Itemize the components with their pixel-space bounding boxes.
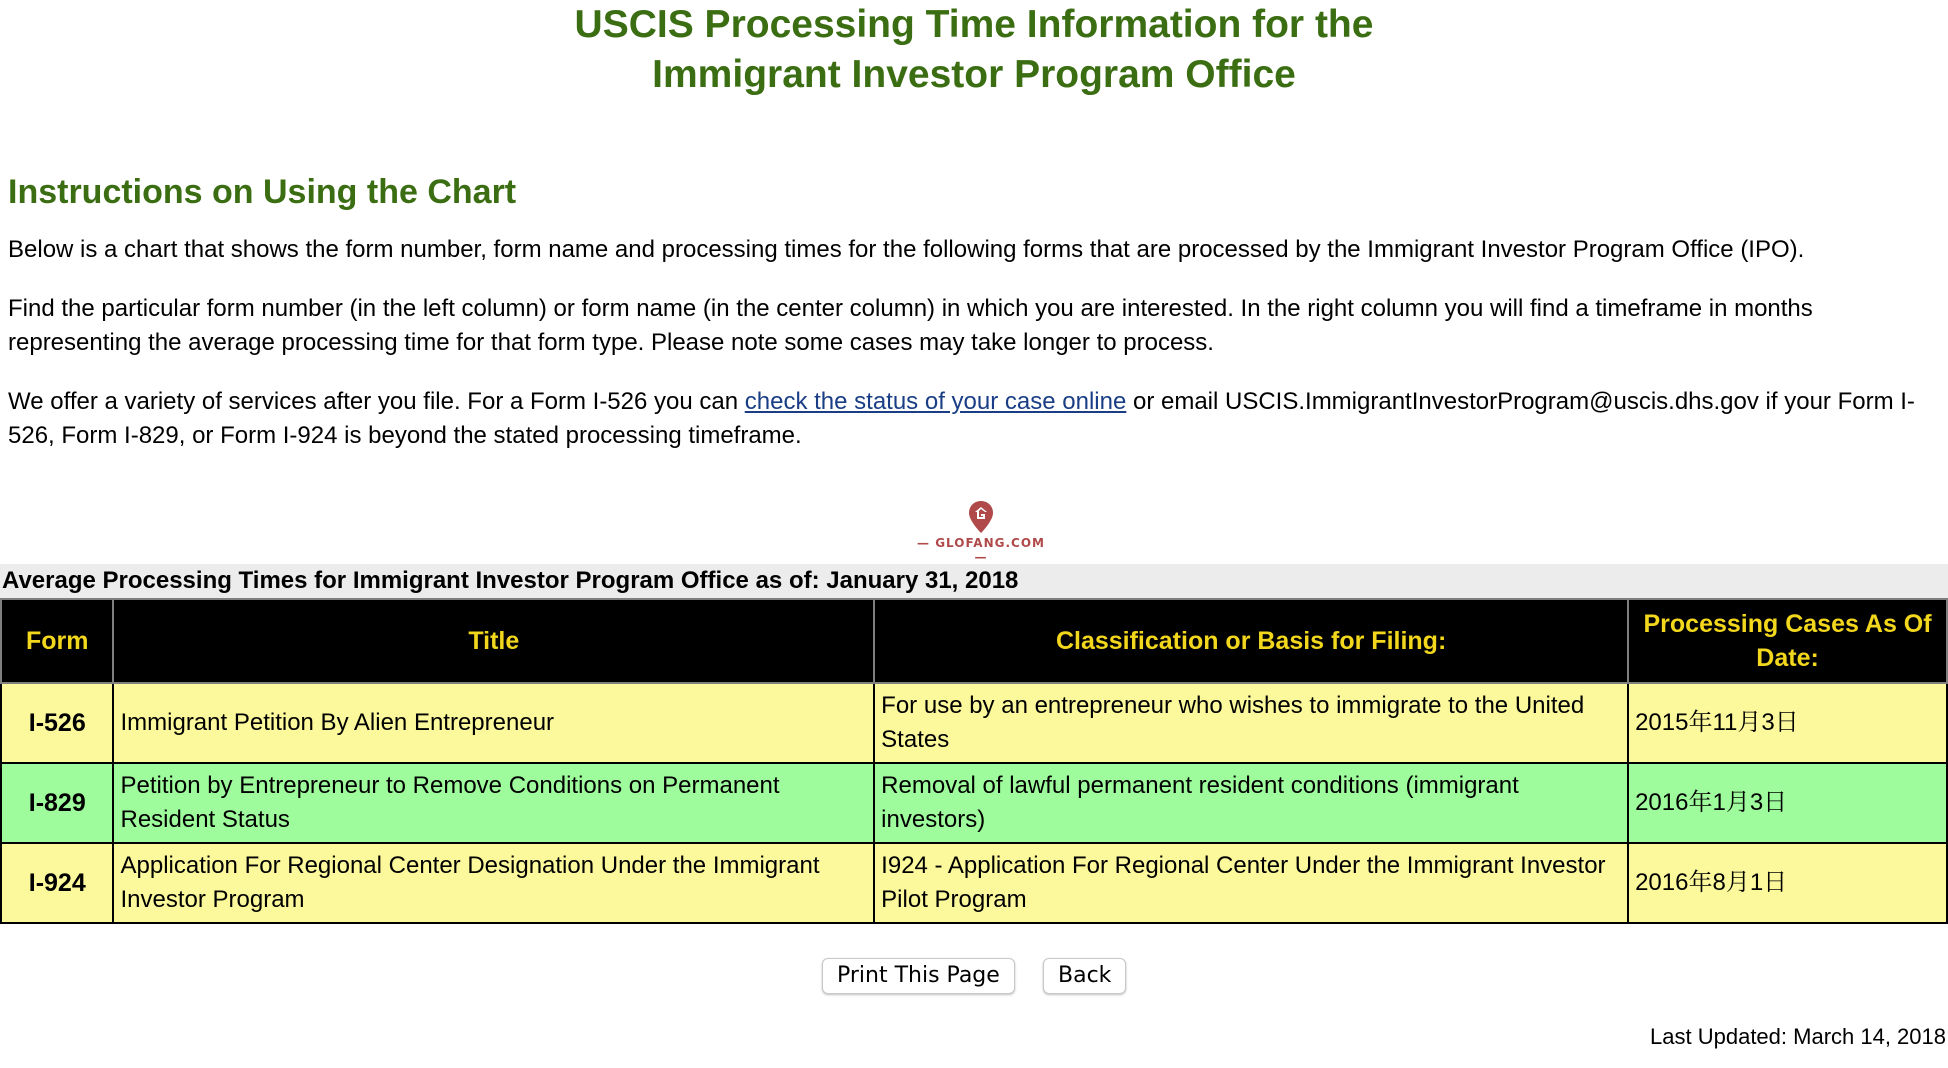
header-title: Title: [113, 599, 874, 683]
header-form: Form: [1, 599, 113, 683]
processing-times-table: [0, 598, 1948, 924]
table-row: [1, 843, 1947, 923]
instructions-paragraph-3: [8, 385, 1938, 453]
map-pin-logo-icon: [968, 500, 994, 534]
date-cell: 2016年8月1日: [1628, 843, 1947, 923]
date-cell: 2015年11月3日: [1628, 683, 1947, 763]
page-title-line-1: USCIS Processing Time Information for the: [574, 3, 1374, 46]
watermark-text: — GLOFANG.COM —: [917, 536, 1045, 564]
table-caption: Average Processing Times for Immigrant Investor Program Office as of: January 31, 2018: [0, 564, 1948, 598]
form-title-cell: Immigrant Petition By Alien Entrepreneur: [113, 683, 874, 763]
case-status-link[interactable]: check the status of your case online: [744, 388, 1127, 415]
form-number-cell: I-924: [1, 843, 113, 923]
classification-cell: Removal of lawful permanent resident conditions (immigrant investors): [874, 763, 1628, 843]
date-cell: 2016年1月3日: [1628, 763, 1947, 843]
last-updated-text: Last Updated: March 14, 2018: [1650, 1024, 1946, 1049]
back-button[interactable]: Back: [1043, 958, 1126, 994]
table-row: [1, 683, 1947, 763]
table-header-row: [1, 599, 1947, 683]
classification-cell: I924 - Application For Regional Center Under the Immigrant Investor Pilot Program: [874, 843, 1628, 923]
classification-cell: For use by an entrepreneur who wishes to immigrate to the United States: [874, 683, 1628, 763]
form-title-cell: Application For Regional Center Designation Under the Immigrant Investor Program: [113, 843, 874, 923]
watermark: [916, 500, 1046, 562]
page-title: [0, 0, 1948, 100]
instructions-paragraph-2: Find the particular form number (in the left column) or form name (in the center column) in which you are interested. In the right column you will find a timeframe in months representing the average processing time for that form type. Please note some cases may take longer to process.: [8, 295, 1813, 356]
print-page-button[interactable]: Print This Page: [822, 958, 1015, 994]
paragraph-3-text-after: or email USCIS.ImmigrantInvestorProgram@uscis.dhs.gov if your Form I-526, Form I-829, or Form I-924 is beyond the stated processing timeframe.: [8, 388, 1915, 449]
instructions-paragraph-1: Below is a chart that shows the form number, form name and processing times for the following forms that are processed by the Immigrant Investor Program Office (IPO).: [8, 236, 1805, 263]
paragraph-3-text-before: We offer a variety of services after you file. For a Form I-526 you can: [8, 388, 745, 415]
header-date: Processing Cases As Of Date:: [1628, 599, 1947, 683]
page-title-line-2: Immigrant Investor Program Office: [652, 53, 1296, 96]
form-number-cell: I-829: [1, 763, 113, 843]
instructions-heading: Instructions on Using the Chart: [8, 173, 517, 211]
form-title-cell: Petition by Entrepreneur to Remove Conditions on Permanent Resident Status: [113, 763, 874, 843]
table-row: [1, 763, 1947, 843]
header-classification: Classification or Basis for Filing:: [874, 599, 1628, 683]
form-number-cell: I-526: [1, 683, 113, 763]
